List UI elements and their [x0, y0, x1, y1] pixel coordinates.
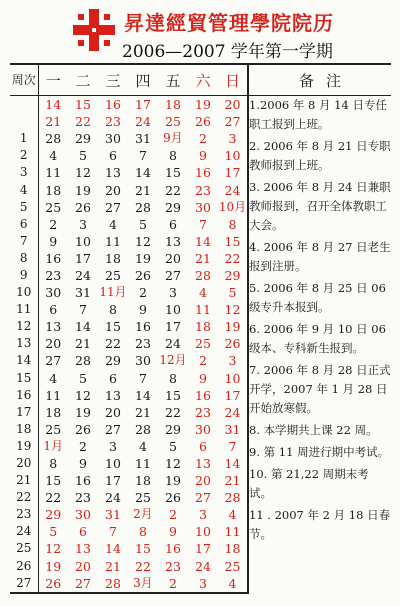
note-item: 5. 2006 年 8 月 25 日 06 级专升本报到。 [249, 281, 386, 314]
day-cell: 10 [165, 302, 181, 318]
day-cell: 30 [195, 199, 211, 215]
day-cell: 22 [105, 336, 121, 352]
day-cell: 4 [49, 148, 58, 164]
day-cell: 27 [105, 421, 121, 437]
day-cell: 30 [195, 421, 211, 437]
day-cell: 18 [135, 473, 151, 489]
day-cell: 15 [224, 233, 241, 249]
week-number: 6 [10, 216, 38, 233]
day-cell: 22 [224, 250, 241, 266]
day-cell: 11 [105, 233, 121, 249]
month-marker: 11月 [99, 285, 127, 300]
day-cell: 2 [169, 507, 177, 523]
day-cell: 15 [135, 541, 151, 557]
day-cell: 3 [188, 575, 218, 593]
day-cell: 2 [158, 575, 188, 593]
day-cell: 5 [169, 438, 177, 454]
day-cell: 31 [75, 285, 91, 301]
note-item: 10. 第 21,22 周期末考试。 [249, 467, 369, 500]
day-cell: 17 [195, 541, 211, 557]
day-cell: 9 [199, 148, 207, 164]
day-cell: 30 [105, 131, 121, 147]
weekday-header: 二 [68, 64, 98, 96]
day-cell: 27 [195, 490, 211, 506]
week-number: 20 [10, 455, 38, 472]
day-cell: 23 [195, 182, 211, 198]
day-cell: 4 [228, 507, 237, 523]
day-cell: 20 [105, 404, 121, 420]
note-item: 3. 2006 年 8 月 24 日兼职教师报到，召开全体教职工大会。 [249, 180, 391, 232]
week-number: 16 [10, 387, 38, 404]
week-number [10, 96, 38, 114]
day-cell: 16 [45, 250, 62, 266]
weekday-header: 五 [158, 64, 188, 96]
note-item: 2. 2006 年 8 月 21 日专职教师报到上班。 [249, 139, 391, 172]
day-cell: 23 [135, 336, 151, 352]
week-number: 5 [10, 199, 38, 216]
day-cell: 10 [224, 148, 241, 164]
week-number: 13 [10, 335, 38, 352]
month-marker: 10月 [218, 199, 247, 214]
day-cell: 16 [135, 319, 151, 335]
day-cell: 28 [75, 353, 91, 369]
day-cell: 12 [45, 541, 62, 557]
day-cell: 25 [224, 558, 241, 574]
day-cell: 10 [75, 233, 91, 249]
week-number [10, 113, 38, 130]
week-number: 1 [10, 130, 38, 147]
notes-column-header: 备注 [248, 64, 391, 96]
calendar-table [10, 63, 391, 594]
day-cell: 28 [224, 490, 241, 506]
day-cell: 19 [45, 558, 62, 574]
week-number: 11 [10, 301, 38, 318]
day-cell: 12 [75, 165, 91, 181]
day-cell: 7 [79, 302, 87, 318]
week-number: 8 [10, 250, 38, 267]
day-cell: 31 [105, 507, 121, 523]
day-cell: 20 [224, 97, 241, 113]
day-cell: 29 [105, 353, 121, 369]
day-cell: 11 [45, 165, 62, 181]
day-cell: 13 [105, 387, 121, 403]
day-cell: 7 [228, 438, 237, 454]
day-cell: 26 [224, 336, 241, 352]
day-cell: 23 [195, 404, 211, 420]
day-cell: 23 [165, 558, 181, 574]
day-cell: 5 [79, 370, 87, 386]
day-cell: 16 [195, 165, 211, 181]
day-cell: 3 [228, 353, 237, 369]
day-cell: 30 [45, 285, 62, 301]
day-cell: 27 [105, 199, 121, 215]
day-cell: 15 [105, 319, 121, 335]
day-cell: 23 [75, 490, 91, 506]
day-cell: 16 [195, 387, 211, 403]
day-cell: 21 [75, 336, 91, 352]
weekend-header: 六 [188, 64, 218, 96]
day-cell: 22 [135, 558, 151, 574]
day-cell: 4 [49, 370, 58, 386]
day-cell: 27 [165, 267, 181, 283]
semester-title: 2006—2007 学年第一学期 [122, 42, 333, 62]
day-cell: 29 [45, 507, 62, 523]
day-cell: 25 [45, 421, 62, 437]
week-number: 4 [10, 181, 38, 198]
day-cell: 20 [105, 182, 121, 198]
day-cell: 10 [105, 456, 121, 472]
day-cell: 20 [195, 473, 211, 489]
weekday-header: 四 [128, 64, 158, 96]
day-cell: 21 [224, 473, 241, 489]
day-cell: 17 [105, 473, 121, 489]
day-cell: 13 [45, 319, 62, 335]
day-cell: 20 [45, 336, 62, 352]
note-item: 6. 2006 年 9 月 10 日 06 级本、专科新生报到。 [249, 322, 386, 355]
month-marker: 2月 [133, 507, 153, 522]
week-number: 22 [10, 489, 38, 506]
note-item: 4. 2006 年 8 月 27 日老生报到注册。 [249, 240, 391, 273]
day-cell: 26 [135, 267, 151, 283]
day-cell: 29 [75, 131, 91, 147]
day-cell: 4 [109, 216, 117, 232]
day-cell: 19 [224, 319, 241, 335]
day-cell: 30 [135, 353, 151, 369]
day-cell: 12 [224, 302, 241, 318]
note-item: 7. 2006 年 8 月 28 日正式开学，2007 年 1 月 28 日开始放寒假。 [249, 363, 391, 415]
day-cell: 17 [224, 165, 241, 181]
day-cell: 27 [68, 575, 98, 593]
day-cell: 8 [139, 524, 147, 540]
calendar-header-row [10, 64, 391, 96]
day-cell: 14 [195, 233, 211, 249]
week-number: 21 [10, 472, 38, 489]
week-number: 25 [10, 540, 38, 557]
day-cell: 22 [75, 114, 91, 130]
day-cell: 2 [199, 353, 207, 369]
day-cell: 13 [195, 456, 211, 472]
day-cell: 14 [135, 387, 151, 403]
day-cell: 14 [45, 97, 62, 113]
day-cell: 29 [165, 421, 181, 437]
week-number: 19 [10, 438, 38, 455]
day-cell: 25 [45, 199, 62, 215]
week-number: 17 [10, 404, 38, 421]
day-cell: 16 [165, 541, 181, 557]
day-cell: 19 [165, 473, 181, 489]
month-marker: 9月 [163, 131, 183, 146]
day-cell: 14 [135, 165, 151, 181]
day-cell: 18 [165, 97, 181, 113]
week-number: 15 [10, 370, 38, 387]
day-cell: 12 [75, 387, 91, 403]
day-cell: 5 [79, 148, 87, 164]
day-cell: 27 [45, 353, 62, 369]
day-cell: 29 [165, 199, 181, 215]
day-cell: 6 [109, 148, 117, 164]
day-cell: 18 [45, 404, 62, 420]
day-cell: 9 [199, 370, 207, 386]
day-cell: 13 [105, 165, 121, 181]
day-cell: 2 [199, 131, 207, 147]
day-cell: 15 [165, 165, 181, 181]
day-cell: 26 [38, 575, 68, 593]
day-cell: 2 [139, 285, 147, 301]
day-cell: 24 [165, 336, 181, 352]
school-name: 昇達經貿管理學院院历 [124, 11, 334, 35]
day-cell: 3 [79, 216, 87, 232]
week-number: 9 [10, 267, 38, 284]
day-cell: 29 [224, 267, 241, 283]
day-cell: 4 [218, 575, 248, 593]
day-cell: 19 [195, 97, 211, 113]
note-item: 8. 本学期共上课 22 周。 [249, 423, 378, 437]
day-cell: 11 [45, 387, 62, 403]
day-cell: 13 [165, 233, 181, 249]
day-cell: 21 [195, 250, 211, 266]
day-cell: 8 [169, 370, 177, 386]
day-cell: 2 [49, 216, 58, 232]
day-cell: 21 [135, 182, 151, 198]
day-cell: 7 [199, 216, 207, 232]
day-cell: 6 [169, 216, 177, 232]
day-cell: 19 [75, 404, 91, 420]
day-cell: 24 [75, 267, 91, 283]
day-cell: 3 [169, 285, 177, 301]
day-cell: 11 [224, 524, 241, 540]
day-cell: 17 [75, 250, 91, 266]
day-cell: 10 [195, 524, 211, 540]
day-cell: 31 [135, 131, 151, 147]
day-cell: 27 [224, 114, 241, 130]
day-cell: 3 [109, 438, 117, 454]
day-cell: 14 [75, 319, 91, 335]
day-cell: 24 [224, 182, 241, 198]
day-cell: 25 [105, 267, 121, 283]
day-cell: 30 [75, 507, 91, 523]
day-cell: 22 [45, 490, 62, 506]
week-number: 26 [10, 558, 38, 575]
day-cell: 16 [75, 473, 91, 489]
day-cell: 23 [45, 267, 62, 283]
day-cell: 28 [135, 199, 151, 215]
day-cell: 8 [169, 148, 177, 164]
day-cell: 14 [224, 456, 241, 472]
day-cell: 12 [165, 456, 181, 472]
day-cell: 8 [49, 456, 58, 472]
day-cell: 22 [165, 404, 181, 420]
day-cell: 26 [75, 421, 91, 437]
day-cell: 11 [135, 456, 151, 472]
day-cell: 18 [195, 319, 211, 335]
day-cell: 25 [135, 490, 151, 506]
day-cell: 2 [79, 438, 87, 454]
day-cell: 31 [224, 421, 241, 437]
week-number: 18 [10, 421, 38, 438]
day-cell: 9 [79, 456, 87, 472]
day-cell: 22 [165, 182, 181, 198]
day-cell: 18 [224, 541, 241, 557]
day-cell: 5 [139, 216, 147, 232]
weekend-header: 日 [218, 64, 248, 96]
day-cell: 18 [105, 250, 121, 266]
day-cell: 25 [195, 336, 211, 352]
day-cell: 4 [199, 285, 207, 301]
day-cell: 19 [75, 182, 91, 198]
school-logo-icon [70, 6, 118, 54]
day-cell: 28 [98, 575, 128, 593]
day-cell: 21 [45, 114, 62, 130]
day-cell: 10 [224, 370, 241, 386]
day-cell: 6 [199, 438, 207, 454]
week-number: 2 [10, 147, 38, 164]
day-cell: 23 [105, 114, 121, 130]
day-cell: 15 [75, 97, 91, 113]
week-number: 7 [10, 233, 38, 250]
week-number: 3 [10, 164, 38, 181]
day-cell: 24 [105, 490, 121, 506]
week-row [10, 96, 391, 114]
day-cell: 7 [139, 370, 147, 386]
week-number: 12 [10, 318, 38, 335]
calendar-body [10, 96, 391, 593]
day-cell: 6 [49, 302, 58, 318]
week-number: 23 [10, 506, 38, 523]
day-cell: 17 [224, 387, 241, 403]
day-cell: 16 [105, 97, 121, 113]
day-cell: 5 [228, 285, 237, 301]
month-marker: 12月 [159, 353, 187, 368]
day-cell: 6 [79, 524, 87, 540]
day-cell: 26 [165, 490, 181, 506]
day-cell: 3 [199, 507, 207, 523]
day-cell: 20 [165, 250, 181, 266]
weekday-header: 三 [98, 64, 128, 96]
month-marker: 3月 [128, 575, 158, 593]
day-cell: 28 [195, 267, 211, 283]
day-cell: 17 [135, 97, 151, 113]
day-cell: 7 [139, 148, 147, 164]
weekday-header: 一 [38, 64, 68, 96]
day-cell: 6 [109, 370, 117, 386]
day-cell: 7 [109, 524, 117, 540]
day-cell: 28 [45, 131, 62, 147]
day-cell: 18 [45, 182, 62, 198]
notes-panel [248, 96, 391, 593]
day-cell: 26 [75, 199, 91, 215]
week-number: 10 [10, 284, 38, 301]
month-marker: 1月 [43, 438, 64, 453]
week-number: 27 [10, 575, 38, 593]
day-cell: 14 [105, 541, 121, 557]
day-cell: 13 [75, 541, 91, 557]
day-cell: 3 [228, 131, 237, 147]
note-item: 9. 第 11 周进行期中考试。 [249, 445, 390, 459]
day-cell: 15 [45, 473, 62, 489]
day-cell: 8 [109, 302, 117, 318]
day-cell: 4 [139, 438, 147, 454]
day-cell: 5 [49, 524, 58, 540]
note-item: 11 . 2007 年 2 月 18 日春节。 [249, 508, 391, 541]
week-column-header: 周次 [10, 64, 38, 96]
day-cell: 12 [135, 233, 151, 249]
day-cell: 21 [105, 558, 121, 574]
day-cell: 21 [135, 404, 151, 420]
day-cell: 26 [195, 114, 211, 130]
day-cell: 15 [165, 387, 181, 403]
week-number: 14 [10, 352, 38, 369]
day-cell: 28 [135, 421, 151, 437]
day-cell: 24 [224, 404, 241, 420]
day-cell: 8 [228, 216, 237, 232]
day-cell: 9 [169, 524, 177, 540]
day-cell: 20 [75, 558, 91, 574]
note-item: 1.2006 年 8 月 14 日专任职工报到上班。 [249, 98, 387, 131]
day-cell: 11 [195, 302, 211, 318]
day-cell: 24 [135, 114, 151, 130]
day-cell: 17 [165, 319, 181, 335]
day-cell: 9 [139, 302, 147, 318]
day-cell: 9 [49, 233, 58, 249]
page-header [0, 0, 400, 62]
day-cell: 25 [165, 114, 181, 130]
day-cell: 24 [195, 558, 211, 574]
week-number: 24 [10, 523, 38, 540]
day-cell: 19 [135, 250, 151, 266]
